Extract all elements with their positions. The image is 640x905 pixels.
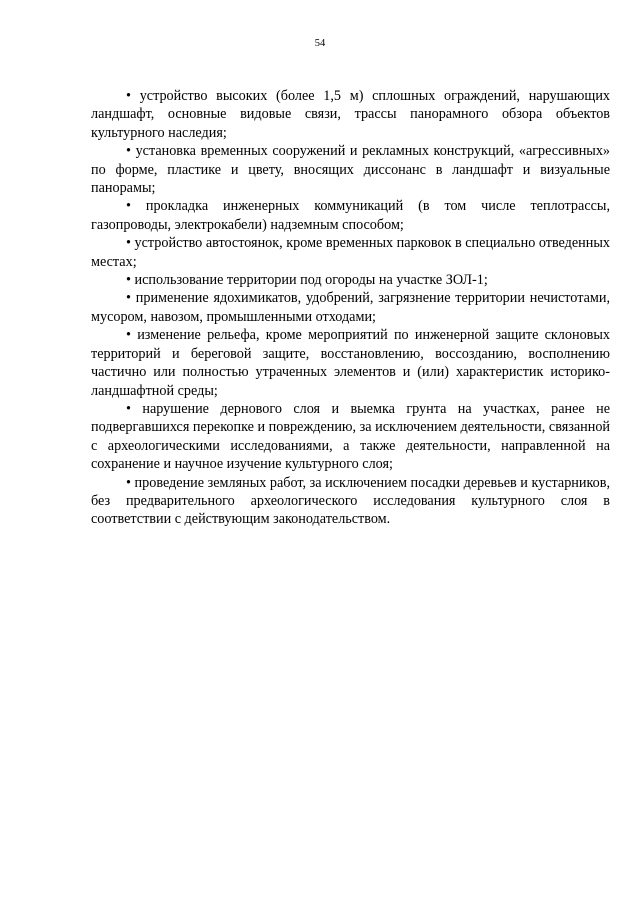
bullet: •: [126, 143, 131, 160]
list-item: [91, 474, 610, 529]
list-item: [91, 400, 610, 474]
list-item: [91, 234, 610, 271]
item-text: изменение рельефа, кроме мероприятий по инженерной защите склоновых территорий и береговой защите, восстановлению, воссозданию, восполнению частично или полностью утраченных элементов и (или) характеристик историко-ландшафтной среды;: [91, 327, 610, 399]
bullet: •: [126, 400, 131, 417]
list-item: [91, 142, 610, 197]
item-text: нарушение дернового слоя и выемка грунта на участках, ранее не подвергавшихся перекопке и повреждению, за исключением деятельности, связанной с археологическими исследованиями, а также деятельности, направленной на сохранение и научное изучение культурного слоя;: [91, 400, 610, 473]
item-text: устройство автостоянок, кроме временных парковок в специально отведенных местах;: [91, 235, 610, 270]
list-item: [91, 197, 610, 234]
item-text: применение ядохимикатов, удобрений, загрязнение территории нечистотами, мусором, навозом, промышленными отходами;: [91, 290, 611, 325]
bullet: •: [126, 290, 131, 307]
item-text: устройство высоких (более 1,5 м) сплошных ограждений, нарушающих ландшафт, основные видовые связи, трассы панорамного обзора объектов культурного наследия;: [91, 88, 611, 141]
item-text: установка временных сооружений и рекламных конструкций, «агрессивных» по форме, пластике и цвету, вносящих диссонанс в ландшафт и визуальные панорамы;: [91, 143, 611, 197]
item-text: проведение земляных работ, за исключением посадки деревьев и кустарников, без предварительного археологического исследования культурного слоя в соответствии с действующим законодательством.: [91, 474, 610, 528]
list-item: [91, 326, 610, 400]
bullet: •: [126, 272, 131, 289]
list-item: [91, 87, 610, 142]
list-item: [91, 289, 610, 326]
bullet: •: [126, 88, 131, 104]
bullet: •: [126, 235, 131, 252]
item-text: использование территории под огороды на участке ЗОЛ-1;: [134, 272, 488, 289]
list-item: [91, 271, 610, 289]
restrictions-list: [91, 87, 610, 529]
bullet: •: [126, 474, 131, 491]
page-number: 54: [314, 38, 326, 49]
bullet: •: [126, 327, 131, 344]
bullet: •: [126, 198, 131, 215]
item-text: прокладка инженерных коммуникаций (в том числе теплотрассы, газопроводы, электрокабели) надземным способом;: [91, 198, 610, 233]
